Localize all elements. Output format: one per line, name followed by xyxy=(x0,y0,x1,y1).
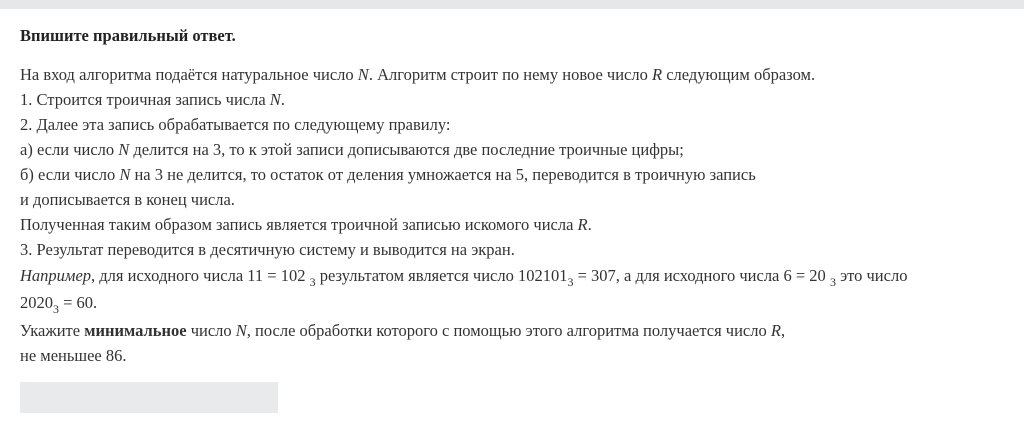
variable-n: N xyxy=(235,321,247,340)
result-line xyxy=(20,212,1010,237)
step-2-line: 2. Далее эта запись обрабатывается по следующему правилу: xyxy=(20,115,451,134)
step-1-text: 1. Строится троичная запись числа xyxy=(20,90,270,109)
variable-r: R xyxy=(651,65,663,84)
question-text-c: , после обработки которого с помощью этого алгоритма получается число xyxy=(246,321,771,340)
step-3-line: 3. Результат переводится в десятичную систему и выводится на экран. xyxy=(20,240,515,259)
answer-input[interactable] xyxy=(20,382,278,413)
question-emphasis: минимальное xyxy=(84,321,187,340)
question-text-a: Укажите xyxy=(20,321,85,340)
example-text-5: 2020 xyxy=(20,293,53,312)
intro-line xyxy=(20,62,1010,87)
variable-n: N xyxy=(119,165,131,184)
result-text: Полученная таким образом запись является троичной записью искомого числа xyxy=(20,215,578,234)
example-text-1: , для исходного числа 11 = 102 xyxy=(91,266,310,285)
question-line xyxy=(20,318,1010,343)
question-text-b: число xyxy=(186,321,236,340)
rule-b-line xyxy=(20,162,1010,187)
base-subscript: 3 xyxy=(309,275,316,289)
variable-n: N xyxy=(118,140,130,159)
task-heading: Впишите правильный ответ. xyxy=(20,26,236,45)
rule-b-text-a: б) если число xyxy=(20,165,120,184)
rule-a-text-b: делится на 3, то к этой записи дописываются две последние троичные цифры; xyxy=(129,140,684,159)
example-text-2: результатом является число 102101 xyxy=(315,266,568,285)
step-1-line xyxy=(20,87,1010,112)
base-subscript: 3 xyxy=(53,302,59,316)
intro-text-c: следующим образом. xyxy=(662,65,816,84)
task-content xyxy=(20,24,1010,368)
example-emphasis: Например xyxy=(20,266,92,285)
question-continuation: не меньшее 86. xyxy=(20,346,127,365)
question-text-d: , xyxy=(780,321,786,340)
example-line xyxy=(20,262,1010,289)
rule-a-text-a: а) если число xyxy=(20,140,119,159)
rule-b-text-b: на 3 не делится, то остаток от деления умножается на 5, переводится в троичную запись xyxy=(130,165,756,184)
base-subscript: 3 xyxy=(829,275,836,289)
example-line-2 xyxy=(20,289,1010,316)
rule-b-continuation: и дописывается в конец числа. xyxy=(20,190,235,209)
example-text-4: это число xyxy=(835,266,908,285)
example-text-6: = 60. xyxy=(59,293,98,312)
variable-n: N xyxy=(269,90,281,109)
variable-r: R xyxy=(577,215,588,234)
result-end: . xyxy=(587,215,592,234)
top-bar xyxy=(0,0,1024,9)
intro-text-b: . Алгоритм строит по нему новое число xyxy=(368,65,652,84)
rule-a-line xyxy=(20,137,1010,162)
base-subscript: 3 xyxy=(567,275,574,289)
step-1-end: . xyxy=(280,90,285,109)
intro-text-a: На вход алгоритма подаётся натуральное число xyxy=(20,65,358,84)
example-text-3: = 307, а для исходного числа 6 = 20 xyxy=(573,266,830,285)
variable-r: R xyxy=(770,321,781,340)
variable-n: N xyxy=(357,65,369,84)
